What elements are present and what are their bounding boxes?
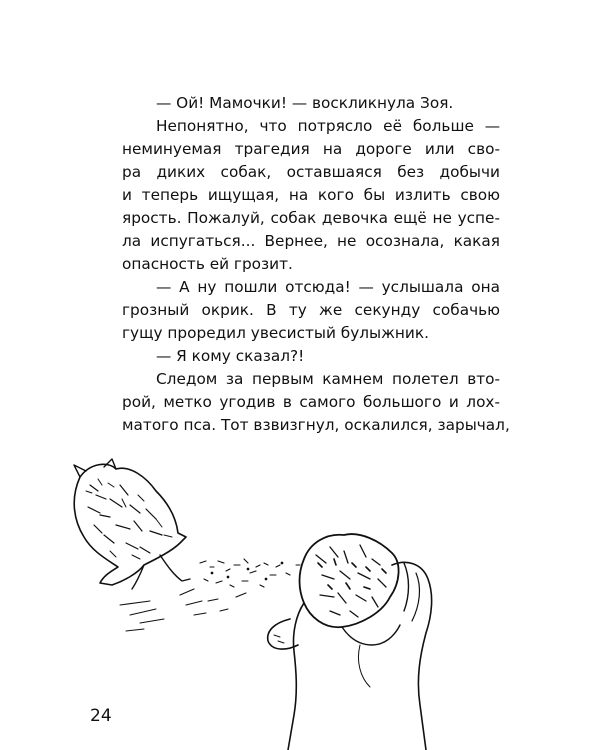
- paragraph-5: [122, 368, 510, 437]
- text-line: грозный окрик. В ту же секунду собачью: [122, 301, 500, 319]
- text-line: и теперь ищущая, на кого бы излить свою: [122, 186, 500, 204]
- text-line: опасность ей грозит.: [122, 255, 293, 273]
- text-line: матого пса. Тот взвизгнул, оскалился, зарычал,: [122, 416, 510, 434]
- text-line: — Я кому сказал?!: [156, 347, 305, 365]
- paragraph-1: [122, 92, 500, 115]
- text-line: ра диких собак, оставшаяся без добычи: [122, 163, 500, 181]
- text-line: Следом за первым камнем полетел вто-: [156, 370, 500, 388]
- illustration-dog-and-stone: [60, 455, 520, 750]
- dog-illustration: [74, 459, 190, 631]
- text-line: рой, метко угодив в самого большого и лох-: [122, 393, 500, 411]
- paragraph-2: [122, 115, 500, 276]
- page-number: 24: [90, 706, 112, 726]
- text-line: — А ну пошли отсюда! — услышала она: [156, 278, 500, 296]
- paragraph-3: [122, 276, 500, 345]
- body-text: [122, 92, 510, 437]
- motion-speckles: [180, 559, 300, 615]
- hand-with-stone: [268, 534, 432, 750]
- text-line: ярость. Пожалуй, собак девочка ещё не успе-: [122, 209, 500, 227]
- text-line: ла испугаться... Вернее, не осознала, какая: [122, 232, 500, 250]
- text-line: — Ой! Мамочки! — воскликнула Зоя.: [156, 94, 454, 112]
- text-line: Непонятно, что потрясло её больше —: [156, 117, 500, 135]
- text-line: неминуемая трагедия на дороге или сво-: [122, 140, 500, 158]
- paragraph-4: [122, 345, 500, 368]
- text-line: гущу проредил увесистый булыжник.: [122, 324, 429, 342]
